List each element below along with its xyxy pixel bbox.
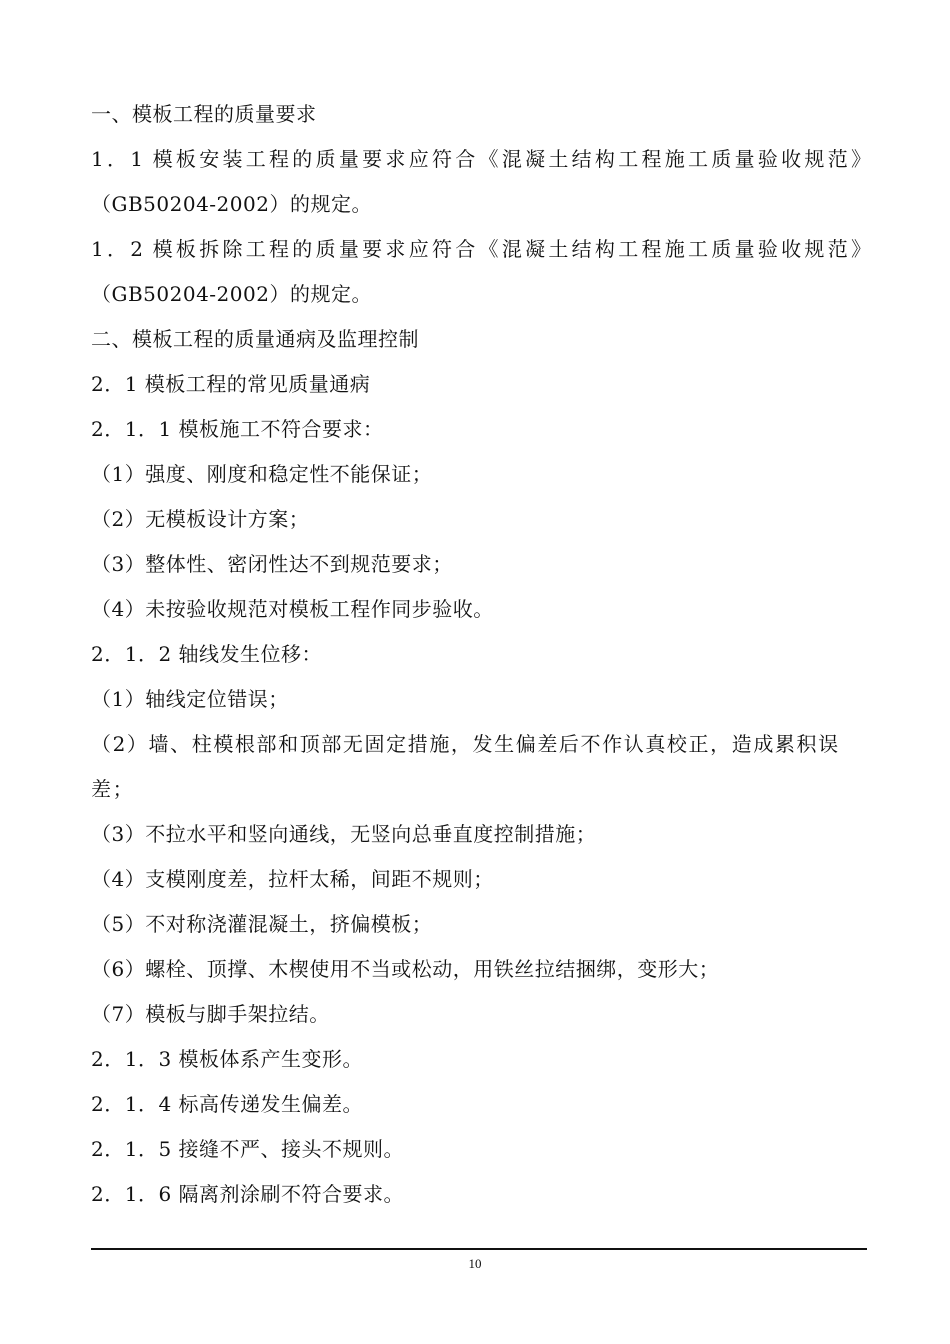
list-item: （7）模板与脚手架拉结。 (91, 1002, 330, 1026)
section-heading-2: 二、模板工程的质量通病及监理控制 (91, 327, 419, 351)
clause-1-2: 1．2 模板拆除工程的质量要求应符合《混凝土结构工程施工质量验收规范》 (91, 237, 871, 261)
clause-1-2-continued: （GB50204-2002）的规定。 (91, 282, 372, 306)
page-number: 10 (468, 1256, 482, 1271)
footer-divider (91, 1248, 867, 1250)
clause-2-1-5: 2．1．5 接缝不严、接头不规则。 (91, 1137, 405, 1161)
list-item: （1）轴线定位错误； (91, 687, 289, 711)
clause-1-1: 1．1 模板安装工程的质量要求应符合《混凝土结构工程施工质量验收规范》 (91, 147, 871, 171)
list-item: （3）不拉水平和竖向通线，无竖向总垂直度控制措施； (91, 822, 597, 846)
clause-2-1-6: 2．1．6 隔离剂涂刷不符合要求。 (91, 1182, 405, 1206)
list-item: （4）未按验收规范对模板工程作同步验收。 (91, 597, 494, 621)
clause-2-1-3: 2．1．3 模板体系产生变形。 (91, 1047, 364, 1071)
clause-2-1: 2．1 模板工程的常见质量通病 (91, 372, 371, 396)
section-heading-1: 一、模板工程的质量要求 (91, 102, 317, 126)
clause-1-1-continued: （GB50204-2002）的规定。 (91, 192, 372, 216)
list-item: （3）整体性、密闭性达不到规范要求； (91, 552, 453, 576)
clause-2-1-1: 2．1．1 模板施工不符合要求： (91, 417, 384, 441)
list-item: （2）墙、柱模根部和顶部无固定措施，发生偏差后不作认真校正，造成累积误差； (91, 732, 840, 801)
list-item: （6）螺栓、顶撑、木楔使用不当或松动，用铁丝拉结捆绑，变形大； (91, 957, 720, 981)
list-item: （2）无模板设计方案； (91, 507, 310, 531)
list-item: （4）支模刚度差，拉杆太稀，间距不规则； (91, 867, 494, 891)
list-item: （5）不对称浇灌混凝土，挤偏模板； (91, 912, 433, 936)
clause-2-1-2: 2．1．2 轴线发生位移： (91, 642, 323, 666)
clause-2-1-4: 2．1．4 标高传递发生偏差。 (91, 1092, 364, 1116)
document-body (91, 92, 871, 1217)
list-item: （1）强度、刚度和稳定性不能保证； (91, 462, 433, 486)
